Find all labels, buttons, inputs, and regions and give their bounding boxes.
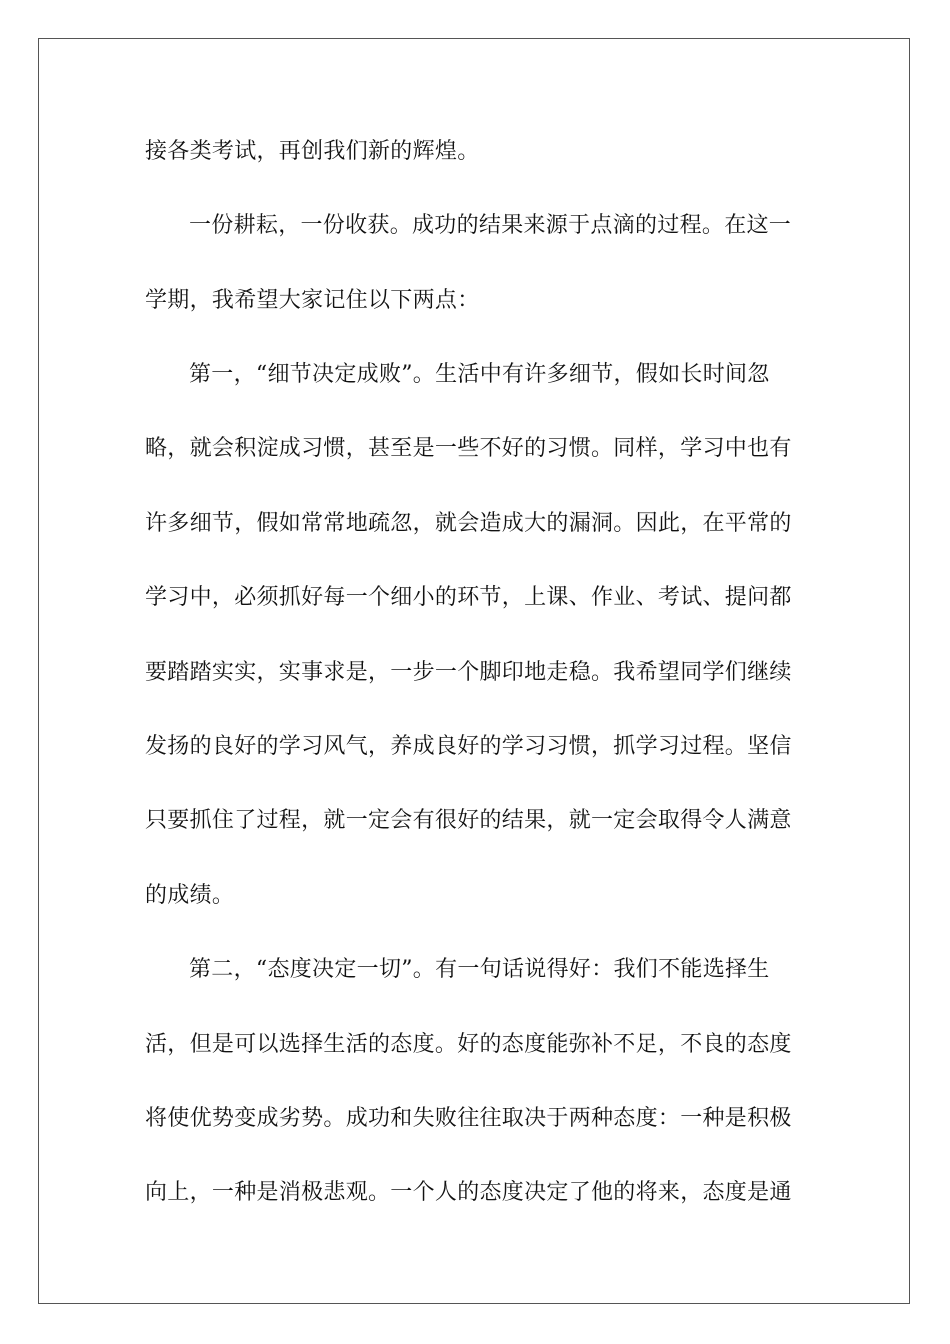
text-line-6: 许多细节，假如常常地疏忽，就会造成大的漏洞。因此，在平常的 bbox=[145, 511, 792, 536]
text-line-7: 学习中，必须抓好每一个细小的环节，上课、作业、考试、提问都 bbox=[145, 585, 792, 610]
text-line-11: 的成绩。 bbox=[145, 883, 235, 908]
text-line-12: 第二，“态度决定一切”。有一句话说得好：我们不能选择生 bbox=[189, 957, 770, 982]
text-line-2: 一份耕耘，一份收获。成功的结果来源于点滴的过程。在这一 bbox=[189, 213, 792, 238]
text-line-3: 学期，我希望大家记住以下两点： bbox=[145, 288, 480, 313]
text-line-10: 只要抓住了过程，就一定会有很好的结果，就一定会取得令人满意 bbox=[145, 808, 792, 833]
text-line-5: 略，就会积淀成习惯，甚至是一些不好的习惯。同样，学习中也有 bbox=[145, 436, 792, 461]
text-line-9: 发扬的良好的学习风气，养成良好的学习习惯，抓学习过程。坚信 bbox=[145, 734, 792, 759]
text-line-14: 将使优势变成劣势。成功和失败往往取决于两种态度：一种是积极 bbox=[145, 1106, 792, 1131]
text-line-8: 要踏踏实实，实事求是，一步一个脚印地走稳。我希望同学们继续 bbox=[145, 660, 792, 685]
text-line-15: 向上，一种是消极悲观。一个人的态度决定了他的将来，态度是通 bbox=[145, 1180, 792, 1205]
text-line-4: 第一，“细节决定成败”。生活中有许多细节，假如长时间忽 bbox=[189, 362, 770, 387]
text-line-1: 接各类考试，再创我们新的辉煌。 bbox=[145, 139, 480, 164]
text-line-13: 活，但是可以选择生活的态度。好的态度能弥补不足，不良的态度 bbox=[145, 1032, 792, 1057]
